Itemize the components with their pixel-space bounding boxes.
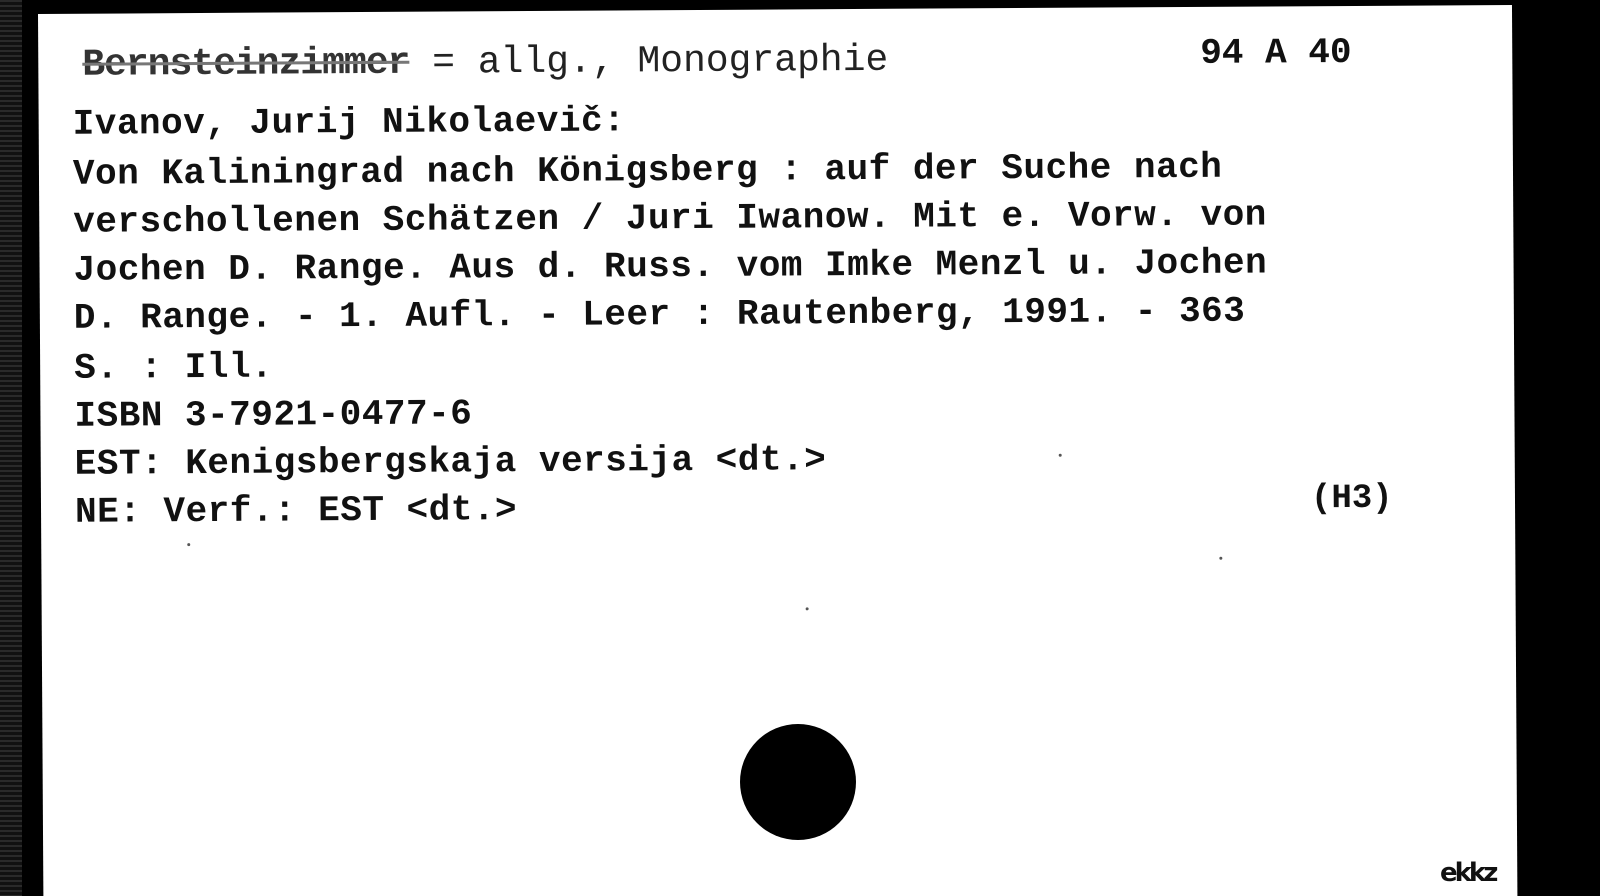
uniform-title-line: EST: Kenigsbergskaja versija <dt.> xyxy=(74,439,827,485)
added-entry-line: NE: Verf.: EST <dt.> xyxy=(74,489,518,533)
dust-speck xyxy=(187,543,190,546)
entry-line: Jochen D. Range. Aus d. Russ. vom Imke Menzl u. Jochen xyxy=(73,242,1268,291)
entry-line: verschollenen Schätzen / Juri Iwanow. Mit e. Vorw. von xyxy=(73,194,1267,243)
scanner-background xyxy=(1530,0,1600,896)
scanner-edge xyxy=(0,0,22,896)
entry-line: D. Range. - 1. Aufl. - Leer : Rautenberg, 1991. - 363 xyxy=(73,290,1246,339)
dust-speck xyxy=(1059,454,1062,457)
location-code: (H3) xyxy=(1310,479,1393,519)
subject-heading xyxy=(82,39,888,87)
entry-line: S. : Ill. xyxy=(74,346,274,389)
shelfmark: 94 A 40 xyxy=(1200,31,1352,74)
subject-qualifier: = allg., Monographie xyxy=(409,38,889,85)
isbn-line: ISBN 3-7921-0477-6 xyxy=(74,393,473,437)
punch-hole xyxy=(740,724,856,840)
corner-stamp: ekkz xyxy=(1440,858,1496,888)
dust-speck xyxy=(806,607,809,610)
subject-stamp: Bernsteinzimmer xyxy=(82,41,410,87)
entry-line: Ivanov, Jurij Nikolaevič: xyxy=(72,100,626,145)
entry-line: Von Kaliningrad nach Königsberg : auf der Suche nach xyxy=(72,146,1223,195)
dust-speck xyxy=(1219,557,1222,560)
